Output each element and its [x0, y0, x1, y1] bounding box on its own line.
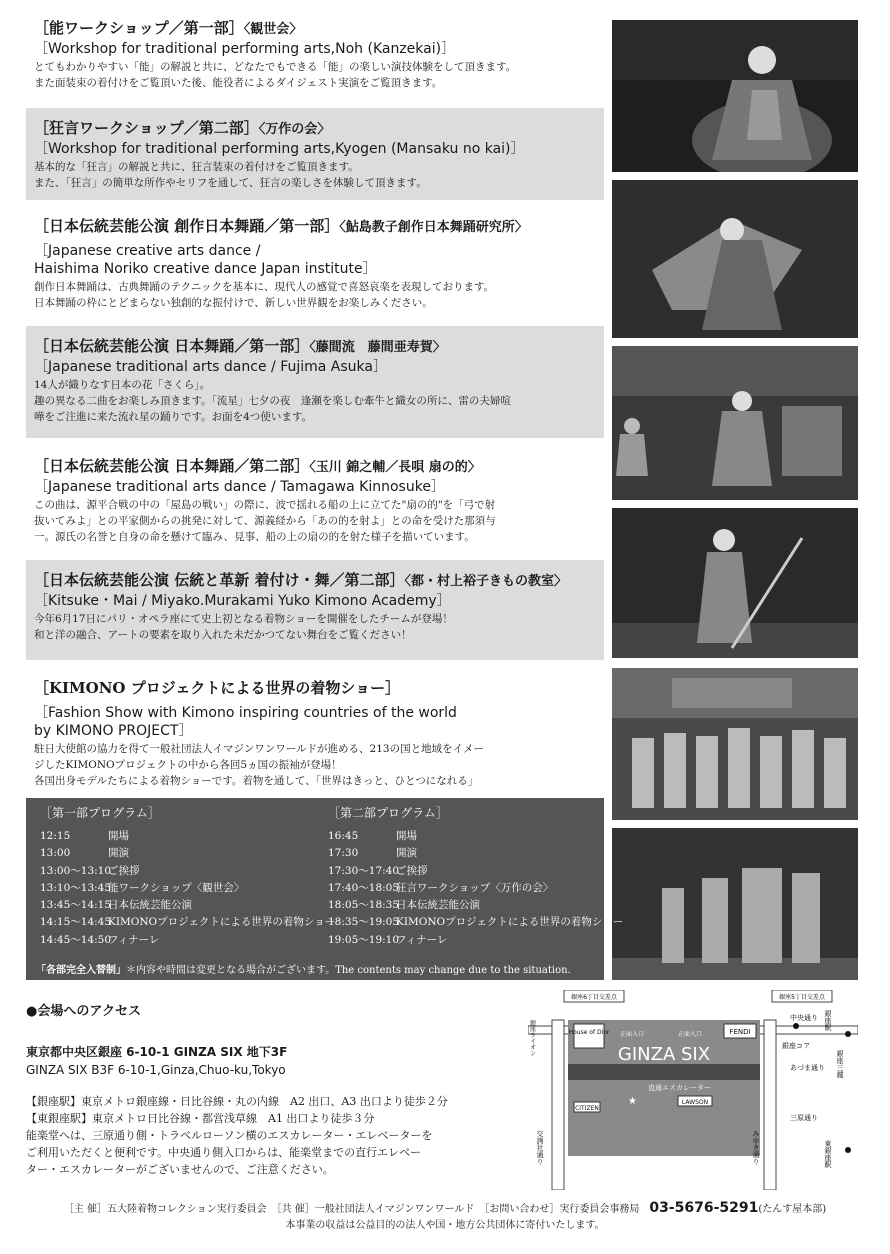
- program-row: [40, 880, 310, 897]
- program-time: 17:40～18:05: [328, 881, 400, 894]
- section-title-en: ［Japanese traditional arts dance / Fujima Asuka］: [34, 359, 387, 375]
- map-citizen: CITIZEN: [575, 1105, 599, 1112]
- ginza-station: 【銀座駅】東京メトロ銀座線・日比谷線・丸の内線 A2 出口、A3 出口より徒歩２分: [26, 1095, 448, 1108]
- section-title-en: ［Japanese traditional arts dance / Tamagawa Kinnosuke］: [34, 479, 445, 495]
- map-lion: 銀座ライオン: [528, 1020, 536, 1056]
- program-item: 開演: [396, 847, 417, 860]
- higashi-ginza-station: 【東銀座駅】東京メトロ日比谷線・都営浅草線 A1 出口より徒歩３分: [26, 1112, 375, 1125]
- access-title: ●会場へのアクセス: [26, 1004, 141, 1019]
- kimono-show-2-photo: [612, 828, 858, 980]
- footer-organizers: ［主 催］五大陸着物コレクション実行委員会 ［共 催］一般社団法人イマジンワンワールド ［お問い合わせ］実行委員会事務局: [63, 1204, 640, 1215]
- section-title-en: ［Fashion Show with Kimono inspiring countries of the world by KIMONO PROJECT］: [34, 705, 457, 739]
- program-part1: [40, 804, 336, 949]
- station-info: [26, 1093, 526, 1178]
- map-entrance-2: 正面入口: [678, 1031, 703, 1038]
- contact-phone-note: (たんす屋本部): [758, 1204, 827, 1215]
- map-fendi-label: FENDI: [729, 1028, 751, 1036]
- program-item: 日本伝統芸能公演: [108, 899, 192, 912]
- address: 東京都中央区銀座 6-10-1 GINZA SIX 地下3F GINZA SIX B3F 6-10-1,Ginza,Chuo-ku,Tokyo: [26, 1045, 288, 1077]
- program-item: KIMONOプロジェクトによる世界の着物ショー: [108, 916, 336, 929]
- section-title: ［日本伝統芸能公演 創作日本舞踊／第一部］〈鮎島教子創作日本舞踊研究所〉: [34, 217, 528, 235]
- map-lawson: LAWSON: [681, 1099, 709, 1106]
- section-title: ［狂言ワークショップ／第二部］〈万作の会〉: [34, 119, 331, 137]
- program-time: 14:15～14:45: [40, 916, 112, 929]
- section-kimono-academy: [26, 560, 604, 660]
- section-fujima: [26, 326, 604, 438]
- section-desc: 14人が織りなす日本の花「さくら」。 趣の異なる二曲をお楽しみ頂きます。「流星」七夕の夜 逢瀬を楽しむ牽牛と織女の所に、雷の夫婦喧 嘩をご注進に来た流れ星の踊りです。お面を4つ使います。: [34, 379, 511, 423]
- access-map: [528, 990, 858, 1190]
- map-azuma: あづま通り: [790, 1064, 825, 1072]
- section-title: ［日本伝統芸能公演 日本舞踊／第一部］〈藤間流 藤間亜寿賀〉: [34, 337, 446, 355]
- program-item: フィナーレ: [396, 933, 448, 946]
- section-kimono-show: [26, 668, 604, 792]
- section-title: ［能ワークショップ／第一部］〈観世会〉: [34, 19, 303, 37]
- section-kyogen: [26, 108, 604, 200]
- map-ginza-core: 銀座コア: [782, 1042, 810, 1050]
- section-desc: 駐日大使館の協力を得て一般社団法人イマジンワンワールドが進める、213の国と地域をイメー ジしたKIMONOプロジェクトの中から各回5ヵ国の振袖が登場！ 各国出身モデルたちによる着物ショーです。着物を通して、「世界はきっと、ひとつになれる」: [34, 743, 484, 787]
- program-row: [328, 914, 624, 931]
- program-time: 13:00: [40, 847, 71, 860]
- section-desc: この曲は、源平合戦の中の「屋島の戦い」の際に、波で揺れる船の上に立てた"扇の的"を「弓で射 抜いてみよ」との平家側からの挑発に対して、源義経から「あの的を射よ」との命を受けた那須与 一。源氏の名誉と自身の命を懸けて臨み、見事、船の上の扇の的を射た様子を描いています。: [34, 499, 496, 543]
- program-row: [328, 845, 598, 862]
- section-desc: とてもわかりやすい「能」の解説と共に、どなたでもできる「能」の楽しい演技体験をして頂きます。 また面装束の着付けをご覧頂いた後、能役者によるダイジェスト実演をご覧頂きます。: [34, 61, 517, 89]
- map-koujunsha: 交詢社通り: [536, 1130, 544, 1165]
- program-time: 13:45～14:15: [40, 899, 112, 912]
- section-desc: 創作日本舞踊は、古典舞踊のテクニックを基本に、現代人の感覚で喜怒哀楽を表現しております。 日本舞踊の枠にとどまらない独創的な振付けで、新しい世界観をお楽しみください。: [34, 281, 495, 309]
- noh-photo: [612, 20, 858, 172]
- fujima-photo: [612, 346, 858, 500]
- section-tamagawa: [26, 452, 604, 552]
- program-item: 狂言ワークショップ〈万作の会〉: [396, 881, 554, 894]
- map-entrance-1: 正面入口: [620, 1031, 645, 1038]
- program-item: 日本伝統芸能公演: [396, 899, 480, 912]
- section-title-en: ［Workshop for traditional performing arts,Kyogen (Mansaku no kai)］: [34, 141, 525, 157]
- section-noh: [26, 14, 604, 100]
- program-part1-title: ［第一部プログラム］: [40, 806, 160, 820]
- program-time: 13:00～13:10: [40, 864, 112, 877]
- program-schedule: [26, 798, 624, 980]
- program-item: 開演: [108, 847, 129, 860]
- program-row: [328, 897, 598, 914]
- program-row: [328, 828, 598, 845]
- kyogen-photo: [612, 180, 858, 338]
- access-note: 能楽堂へは、三原通り側・トラベルローソン横のエスカレーター・エレベーターを ご利用いただくと便利です。中央通り側入口からは、能楽堂までの直行エレベー ター・エスカレーターがございませんので、ご注意ください。: [26, 1129, 433, 1176]
- section-title: ［KIMONO プロジェクトによる世界の着物ショー］: [34, 679, 401, 697]
- map-dior-label: House of Dior: [568, 1029, 610, 1036]
- map-chuo: 中央通り: [790, 1014, 818, 1022]
- program-row: [40, 828, 310, 845]
- map-mihara: 三原通り: [790, 1114, 818, 1122]
- section-creative-dance: [26, 212, 604, 318]
- program-row: [328, 863, 598, 880]
- program-time: 14:45～14:50: [40, 933, 112, 946]
- program-time: 17:30: [328, 847, 359, 860]
- program-item: 開場: [108, 830, 129, 842]
- program-item: ご挨拶: [396, 864, 428, 877]
- section-title-en: ［Kitsuke・Mai / Miyako.Murakami Yuko Kimono Academy］: [34, 593, 451, 609]
- program-row: [328, 880, 598, 897]
- program-item: フィナーレ: [108, 933, 160, 946]
- program-row: [40, 914, 336, 931]
- map-cross2: 銀座5丁目交差点: [779, 994, 825, 1001]
- map-ginza-station: 銀座駅: [824, 1010, 832, 1031]
- contact-phone: 03-5676-5291: [649, 1200, 759, 1216]
- program-note: 「各部完全入替制」＊内容や時間は変更となる場合がございます。The contents may change due to the situation.: [36, 965, 571, 976]
- program-row: [40, 897, 310, 914]
- footer: [30, 1200, 860, 1234]
- program-item: KIMONOプロジェクトによる世界の着物ショー: [396, 916, 624, 929]
- section-title-en: ［Workshop for traditional performing arts,Noh (Kanzekai)］: [34, 41, 456, 57]
- program-item: ご挨拶: [108, 864, 140, 877]
- map-miyuki: みゆき通り: [752, 1130, 760, 1165]
- kimono-show-photo: [612, 668, 858, 820]
- section-title: ［日本伝統芸能公演 日本舞踊／第二部］〈玉川 錦之輔／長唄 扇の的〉: [34, 457, 481, 475]
- program-time: 18:35～19:05: [328, 916, 400, 929]
- map-star-icon: ★: [628, 1096, 637, 1107]
- program-row: [328, 932, 598, 949]
- program-item: 開場: [396, 830, 417, 842]
- map-building-label: GINZA SIX: [617, 1044, 711, 1065]
- program-row: [40, 863, 310, 880]
- tamagawa-photo: [612, 508, 858, 658]
- program-time: 16:45: [328, 830, 359, 842]
- program-time: 17:30～17:40: [328, 864, 400, 877]
- program-time: 12:15: [40, 830, 71, 842]
- map-mitsukoshi: 銀座三越: [836, 1050, 844, 1078]
- program-part2: [328, 804, 624, 949]
- section-desc: 今年6月17日にパリ・オペラ座にて史上初となる着物ショーを開催をしたチームが登場！ 和と洋の融合、アートの要素を取り入れた未だかつてない舞台をご覧ください！: [34, 613, 453, 641]
- section-title: ［日本伝統芸能公演 伝統と革新 着付け・舞／第二部］〈都・村上裕子きもの教室〉: [34, 571, 567, 589]
- program-row: [40, 845, 310, 862]
- program-time: 19:05～19:10: [328, 933, 400, 946]
- footer-note: 本事業の収益は公益目的の法人や国・地方公共団体に寄付いたします。: [285, 1220, 605, 1231]
- access-info: [26, 1000, 526, 1178]
- program-time: 18:05～18:35: [328, 899, 400, 912]
- section-desc: 基本的な「狂言」の解説と共に、狂言装束の着付けをご覧頂きます。 また、「狂言」の簡単な所作やセリフを通して、狂言の楽しさを体験して頂きます。: [34, 161, 427, 189]
- section-title-en: ［Japanese creative arts dance / Haishima Noriko creative dance Japan institute］: [34, 243, 377, 277]
- program-item: 能ワークショップ〈観世会〉: [108, 881, 245, 894]
- map-escalator: 直通エスカレーター: [648, 1084, 711, 1092]
- program-row: [40, 932, 310, 949]
- map-cross1: 銀座6丁目交差点: [571, 994, 617, 1001]
- program-part2-title: ［第二部プログラム］: [328, 806, 448, 820]
- map-higashi-ginza: 東銀座駅: [824, 1140, 832, 1168]
- program-time: 13:10～13:45: [40, 881, 112, 894]
